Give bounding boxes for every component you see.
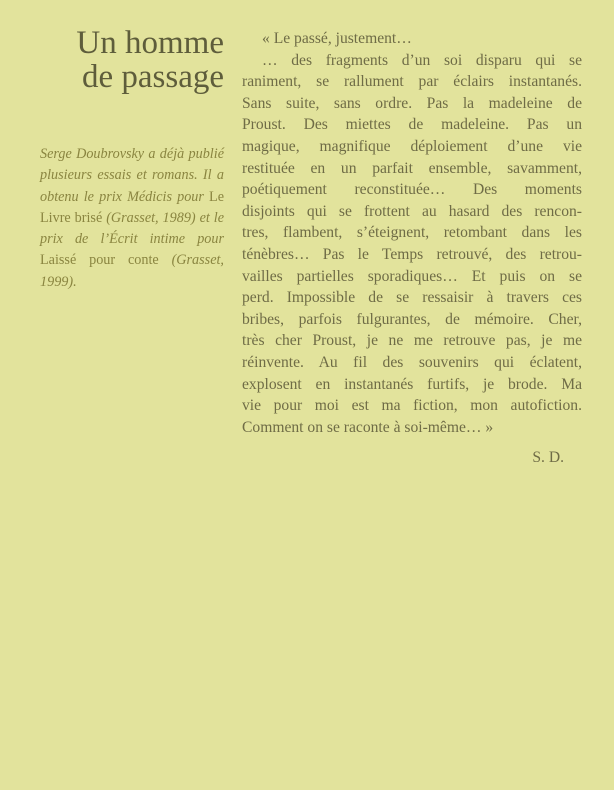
quote-line: explosent en instantanés furtifs, je brode. Ma <box>242 375 582 393</box>
bio-book-title: Laissé pour conte <box>40 252 159 269</box>
author-bio <box>40 144 224 293</box>
quote-line: raniment, se rallument par éclairs instantanés. <box>242 73 582 91</box>
book-title-line-2: de passage <box>81 59 224 95</box>
quote-line: restituée en un parfait ensemble, savamment, <box>242 159 582 177</box>
quote-line: magique, magnifique déploiement d’une vie <box>242 137 582 155</box>
bio-segment: (Grasset, 1989) et le prix de l’Écrit intime pour <box>40 209 224 248</box>
book-title <box>40 26 224 94</box>
bio-segment: (Grasset, 1999). <box>40 252 224 290</box>
quote-line: Proust. Des miettes de madeleine. Pas un <box>242 116 582 134</box>
quote-line: bribes, parfois fulgurantes, de mémoire. Cher, <box>242 310 582 328</box>
quote-body <box>242 50 582 439</box>
bio-segment: Serge Doubrovsky a déjà publié plusieurs essais et romans. Il a obtenu le prix Médicis pour <box>40 146 224 205</box>
quote-line: … des fragments d’un soi disparu qui se <box>262 51 582 69</box>
right-column <box>242 28 582 469</box>
quote-line: Sans suite, sans ordre. Pas la madeleine de <box>242 94 582 112</box>
left-column <box>40 26 224 307</box>
book-title-line-1: Un homme <box>76 25 224 61</box>
bio-book-title: Le Livre brisé <box>40 188 224 226</box>
quote-line: ténèbres… Pas le Temps retrouvé, des retrou- <box>242 245 582 263</box>
quote-line: réinvente. Au fil des souvenirs qui éclatent, <box>242 353 582 371</box>
quote-line: vailles partielles sporadiques… Et puis on se <box>242 267 582 285</box>
quote-line: vie pour moi est ma fiction, mon autofiction. <box>242 397 582 415</box>
quote-line: tres, flambent, s’éteignent, retombant dans les <box>242 224 582 242</box>
quote-line: perd. Impossible de se ressaisir à travers ces <box>242 289 582 307</box>
quote-line: poétiquement reconstituée… Des moments <box>242 181 582 199</box>
quote-intro: « Le passé, justement… <box>262 30 412 47</box>
signature: S. D. <box>532 449 564 467</box>
quote-line: très cher Proust, je ne me retrouve pas, je me <box>242 332 582 350</box>
quote-line: disjoints qui se frottent au hasard des rencon- <box>242 202 582 220</box>
quote-line: Comment on se raconte à soi-même… » <box>242 418 494 436</box>
